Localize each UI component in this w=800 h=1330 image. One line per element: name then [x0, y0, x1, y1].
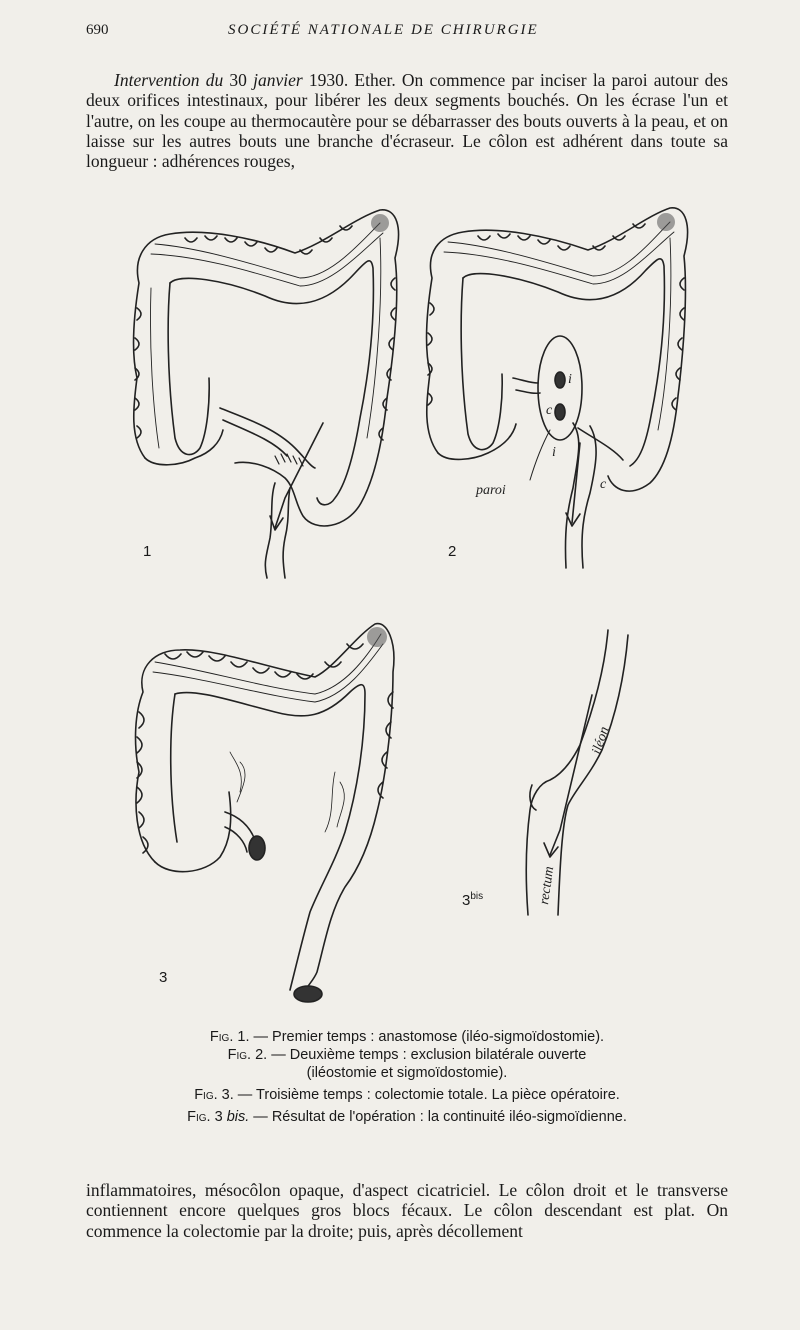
caption-fig-3bis-abbr: Fig. 3 [187, 1109, 227, 1125]
figure-3bis-label-ileon: iléon [589, 724, 613, 757]
caption-fig-3-text: — Troisième temps : colectomie totale. La pièce opératoire. [233, 1087, 620, 1103]
figure-2-number: 2 [448, 543, 457, 560]
continuation-paragraph: inflammatoires, mésocôlon opaque, d'aspect cicatriciel. Le côlon droit et le transverse contiennent encore quelques gros blocs fécaux. Le côlon descendant est plat. On commence la colectomie par la droite; puis, après décollement [86, 1180, 728, 1241]
figure-1 [125, 198, 415, 583]
caption-fig-2-text: — Deuxième temps : exclusion bilatérale ouverte [267, 1047, 587, 1063]
caption-fig-3bis-ital: bis. [226, 1109, 250, 1125]
intro-month: janvier [253, 70, 303, 90]
caption-fig-3bis [86, 1108, 728, 1126]
figure-3bis-label-rectum: rectum [537, 865, 558, 906]
caption-fig-1 [86, 1028, 728, 1046]
figure-2-label-c-upper: c [546, 403, 553, 418]
caption-fig-2-line2: (iléostomie et sigmoïdostomie). [306, 1065, 508, 1081]
figure-3bis-number-main: 3 [462, 892, 471, 909]
figure-3-drawing [125, 612, 415, 1012]
figure-1-number: 1 [143, 543, 152, 560]
figure-2-label-paroi: paroi [476, 483, 506, 498]
figure-3 [125, 612, 415, 1012]
page-number: 690 [86, 22, 109, 38]
caption-fig-1-text: — Premier temps : anastomose (iléo-sigmoïdostomie). [249, 1029, 605, 1045]
figure-captions [86, 1028, 728, 1126]
caption-fig-3 [86, 1086, 728, 1104]
figure-3bis-drawing [440, 625, 640, 925]
figure-3bis-number [462, 891, 483, 909]
figure-1-drawing [125, 198, 415, 583]
intro-paragraph [86, 70, 728, 171]
figure-2 [418, 198, 708, 583]
caption-fig-2-abbr: Fig. 2. [227, 1047, 268, 1063]
intro-lead: Intervention du [114, 70, 224, 90]
figure-2-label-i-lower: i [552, 445, 556, 460]
figure-3bis-number-sup: bis [470, 891, 484, 902]
caption-fig-3bis-text: — Résultat de l'opération : la continuité iléo-sigmoïdienne. [249, 1109, 627, 1125]
caption-fig-1-abbr: Fig. 1. [209, 1029, 250, 1045]
caption-fig-3-abbr: Fig. 3. [194, 1087, 234, 1103]
figure-3-number: 3 [159, 969, 168, 986]
running-head: SOCIÉTÉ NATIONALE DE CHIRURGIE [228, 22, 539, 38]
figure-2-drawing [418, 198, 708, 583]
intro-date: 30 [229, 70, 247, 90]
figure-2-label-i-upper: i [568, 372, 572, 387]
intro-text: 1930. Ether. On commence par inciser la paroi autour des deux orifices intestinaux, pour libérer les deux segments bouchés. On les écrase l'un et l'autre, on les coupe au thermocautère pour se débarrasser des bouts ouverts à la peau, et on laisse sur les autres bouts une branche d'écraseur. Le côlon est adhérent dans toute sa longueur : adhérences rouges, [86, 70, 729, 172]
caption-fig-2 [86, 1046, 728, 1064]
figure-2-label-c-lower: c [600, 477, 607, 492]
figure-3bis [440, 625, 640, 925]
